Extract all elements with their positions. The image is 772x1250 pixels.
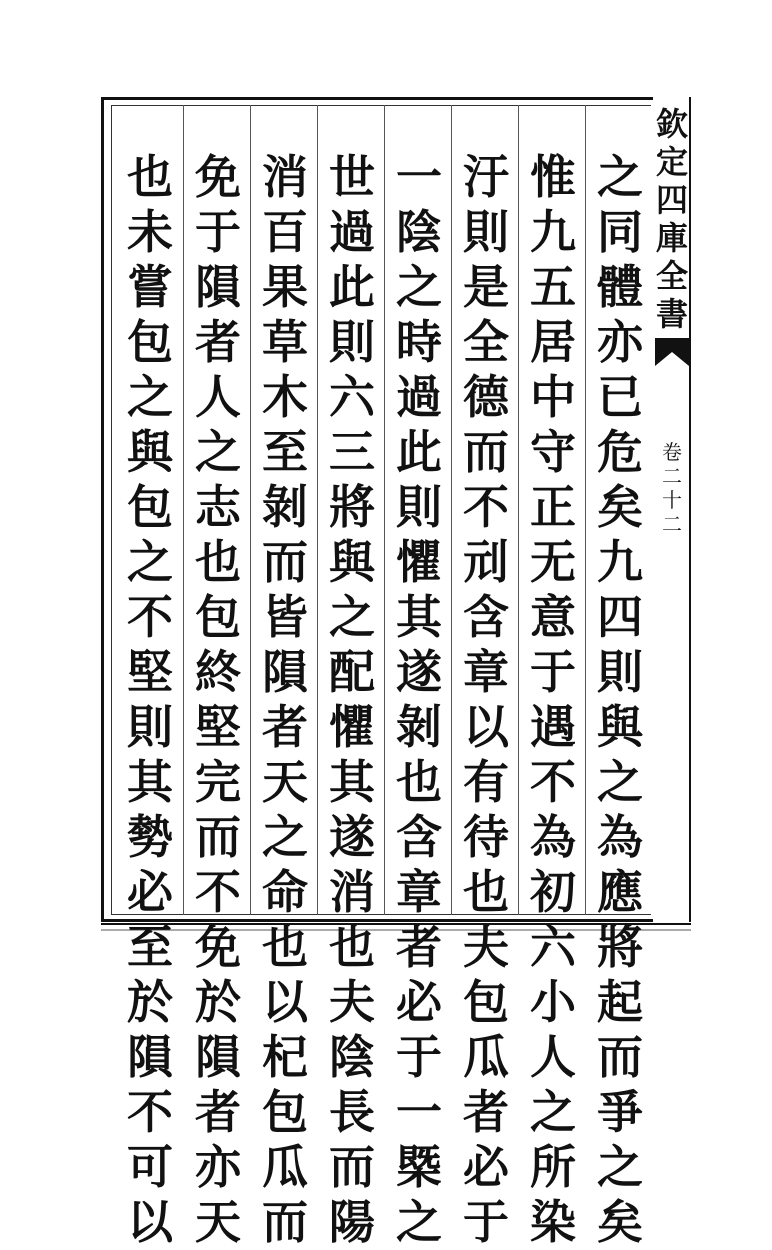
text-char: 消 xyxy=(262,150,308,204)
text-char: 瓜 xyxy=(463,1030,509,1084)
text-char: 而 xyxy=(329,1140,375,1194)
text-char: 則 xyxy=(329,315,375,369)
text-char: 正 xyxy=(530,480,576,534)
text-char: 之 xyxy=(127,535,173,589)
text-char: 也 xyxy=(195,535,241,589)
text-char: 含 xyxy=(396,810,442,864)
text-char: 无 xyxy=(530,535,576,589)
text-char: 未 xyxy=(127,205,173,259)
text-char: 此 xyxy=(396,425,442,479)
text-char: 于 xyxy=(195,205,241,259)
text-char: 之 xyxy=(396,260,442,314)
text-char: 是 xyxy=(463,260,509,314)
text-char: 勢 xyxy=(127,810,173,864)
text-char: 意 xyxy=(530,590,576,644)
text-char: 之 xyxy=(329,590,375,644)
side-volume-label xyxy=(654,440,690,560)
text-char: 而 xyxy=(463,425,509,479)
text-char: 將 xyxy=(329,480,375,534)
text-column xyxy=(251,150,319,1249)
text-char: 不 xyxy=(127,590,173,644)
volume-char: 二 xyxy=(662,512,682,536)
text-char: 居 xyxy=(530,315,576,369)
text-char: 槩 xyxy=(396,1140,442,1194)
text-char: 也 xyxy=(127,150,173,204)
title-char: 書 xyxy=(655,295,688,333)
text-column xyxy=(318,150,386,1249)
text-char: 至 xyxy=(127,920,173,974)
text-char: 應 xyxy=(597,865,643,919)
text-char: 與 xyxy=(329,535,375,589)
text-char: 于 xyxy=(396,1030,442,1084)
text-char: 則 xyxy=(127,700,173,754)
text-char: 小 xyxy=(530,975,576,1029)
text-char: 惟 xyxy=(530,150,576,204)
text-char: 此 xyxy=(329,260,375,314)
text-char: 四 xyxy=(597,590,643,644)
text-char: 亦 xyxy=(195,1140,241,1194)
title-char: 全 xyxy=(655,257,688,295)
text-char: 天 xyxy=(195,1195,241,1249)
text-char: 其 xyxy=(329,755,375,809)
text-char: 者 xyxy=(195,315,241,369)
text-char: 以 xyxy=(463,700,509,754)
text-char: 夫 xyxy=(463,920,509,974)
title-char: 欽 xyxy=(655,105,688,143)
text-char: 必 xyxy=(396,975,442,1029)
text-char: 其 xyxy=(396,590,442,644)
text-char: 三 xyxy=(329,425,375,479)
text-char: 者 xyxy=(463,1085,509,1139)
text-char: 包 xyxy=(195,590,241,644)
text-char: 時 xyxy=(396,315,442,369)
text-char: 所 xyxy=(530,1140,576,1194)
text-char: 於 xyxy=(195,975,241,1029)
text-char: 草 xyxy=(262,315,308,369)
text-char: 之 xyxy=(262,810,308,864)
text-char: 其 xyxy=(127,755,173,809)
volume-char: 卷 xyxy=(662,440,682,464)
title-char: 定 xyxy=(655,143,688,181)
text-char: 于 xyxy=(463,1195,509,1249)
text-char: 守 xyxy=(530,425,576,479)
text-char: 之 xyxy=(597,755,643,809)
text-char: 隕 xyxy=(195,1030,241,1084)
title-char: 庫 xyxy=(655,219,688,257)
text-char: 九 xyxy=(597,535,643,589)
text-char: 而 xyxy=(262,535,308,589)
text-char: 刓 xyxy=(463,535,509,589)
text-char: 與 xyxy=(127,425,173,479)
text-char: 之 xyxy=(597,1140,643,1194)
text-char: 皆 xyxy=(262,590,308,644)
text-column xyxy=(385,150,453,1249)
text-char: 杞 xyxy=(262,1030,308,1084)
text-char: 長 xyxy=(329,1085,375,1139)
text-column xyxy=(184,150,252,1249)
text-char: 之 xyxy=(195,425,241,479)
text-char: 遇 xyxy=(530,700,576,754)
text-char: 不 xyxy=(127,1085,173,1139)
text-char: 志 xyxy=(195,480,241,534)
text-char: 免 xyxy=(195,150,241,204)
text-char: 之 xyxy=(396,1195,442,1249)
text-char: 含 xyxy=(463,590,509,644)
text-char: 隕 xyxy=(127,1030,173,1084)
text-char: 矣 xyxy=(597,480,643,534)
text-char: 而 xyxy=(262,1195,308,1249)
text-char: 九 xyxy=(530,205,576,259)
text-char: 則 xyxy=(396,480,442,534)
text-char: 也 xyxy=(262,920,308,974)
side-title xyxy=(654,105,690,335)
text-char: 隕 xyxy=(195,260,241,314)
text-char: 可 xyxy=(127,1140,173,1194)
text-column xyxy=(116,150,184,1249)
text-char: 初 xyxy=(530,865,576,919)
text-char: 世 xyxy=(329,150,375,204)
text-char: 爭 xyxy=(597,1085,643,1139)
text-char: 一 xyxy=(396,1085,442,1139)
volume-char: 十 xyxy=(662,488,682,512)
text-char: 德 xyxy=(463,370,509,424)
text-char: 以 xyxy=(127,1195,173,1249)
text-char: 矣 xyxy=(597,1195,643,1249)
text-column xyxy=(586,150,654,1249)
text-char: 遂 xyxy=(329,810,375,864)
text-char: 人 xyxy=(195,370,241,424)
text-char: 章 xyxy=(463,645,509,699)
text-char: 已 xyxy=(597,370,643,424)
text-char: 不 xyxy=(530,755,576,809)
text-char: 者 xyxy=(195,1085,241,1139)
text-char: 亦 xyxy=(597,315,643,369)
text-char: 而 xyxy=(195,810,241,864)
text-char: 之 xyxy=(530,1085,576,1139)
text-char: 終 xyxy=(195,645,241,699)
text-char: 天 xyxy=(262,755,308,809)
text-char: 包 xyxy=(127,315,173,369)
text-char: 包 xyxy=(127,480,173,534)
text-char: 懼 xyxy=(396,535,442,589)
text-char: 一 xyxy=(396,150,442,204)
text-char: 夫 xyxy=(329,975,375,1029)
text-char: 於 xyxy=(127,975,173,1029)
text-char: 同 xyxy=(597,205,643,259)
text-char: 之 xyxy=(127,370,173,424)
text-char: 陰 xyxy=(329,1030,375,1084)
text-char: 汙 xyxy=(463,150,509,204)
text-char: 中 xyxy=(530,370,576,424)
text-char: 染 xyxy=(530,1195,576,1249)
text-char: 必 xyxy=(463,1140,509,1194)
text-char: 消 xyxy=(329,865,375,919)
text-char: 則 xyxy=(463,205,509,259)
text-char: 陰 xyxy=(396,205,442,259)
text-char: 者 xyxy=(396,920,442,974)
text-char: 嘗 xyxy=(127,260,173,314)
text-char: 六 xyxy=(530,920,576,974)
text-column xyxy=(519,150,587,1249)
text-char: 瓜 xyxy=(262,1140,308,1194)
text-char: 剝 xyxy=(396,700,442,754)
text-char: 也 xyxy=(396,755,442,809)
text-char: 五 xyxy=(530,260,576,314)
fish-tail-ornament xyxy=(655,338,689,366)
text-char: 體 xyxy=(597,260,643,314)
text-char: 全 xyxy=(463,315,509,369)
text-char: 果 xyxy=(262,260,308,314)
text-char: 過 xyxy=(329,205,375,259)
text-char: 堅 xyxy=(195,700,241,754)
text-char: 而 xyxy=(597,1030,643,1084)
text-char: 為 xyxy=(530,810,576,864)
text-char: 過 xyxy=(396,370,442,424)
text-char: 于 xyxy=(530,645,576,699)
text-char: 百 xyxy=(262,205,308,259)
text-char: 不 xyxy=(463,480,509,534)
text-char: 配 xyxy=(329,645,375,699)
text-char: 不 xyxy=(195,865,241,919)
text-char: 木 xyxy=(262,370,308,424)
text-char: 與 xyxy=(597,700,643,754)
text-char: 包 xyxy=(262,1085,308,1139)
text-char: 也 xyxy=(463,865,509,919)
volume-char: 二 xyxy=(662,464,682,488)
text-char: 之 xyxy=(597,150,643,204)
text-char: 者 xyxy=(262,700,308,754)
text-char: 至 xyxy=(262,425,308,479)
text-char: 堅 xyxy=(127,645,173,699)
text-char: 人 xyxy=(530,1030,576,1084)
text-char: 遂 xyxy=(396,645,442,699)
text-char: 危 xyxy=(597,425,643,479)
text-char: 包 xyxy=(463,975,509,1029)
text-char: 懼 xyxy=(329,700,375,754)
text-char: 有 xyxy=(463,755,509,809)
text-char: 六 xyxy=(329,370,375,424)
text-char: 待 xyxy=(463,810,509,864)
text-char: 隕 xyxy=(262,645,308,699)
text-char: 免 xyxy=(195,920,241,974)
text-char: 陽 xyxy=(329,1195,375,1249)
text-char: 以 xyxy=(262,975,308,1029)
text-char: 起 xyxy=(597,975,643,1029)
text-char: 也 xyxy=(329,920,375,974)
title-char: 四 xyxy=(655,181,688,219)
text-char: 必 xyxy=(127,865,173,919)
text-char: 命 xyxy=(262,865,308,919)
text-char: 則 xyxy=(597,645,643,699)
text-char: 完 xyxy=(195,755,241,809)
text-char: 剝 xyxy=(262,480,308,534)
text-char: 章 xyxy=(396,865,442,919)
text-char: 為 xyxy=(597,810,643,864)
text-column xyxy=(452,150,520,1249)
text-char: 將 xyxy=(597,920,643,974)
